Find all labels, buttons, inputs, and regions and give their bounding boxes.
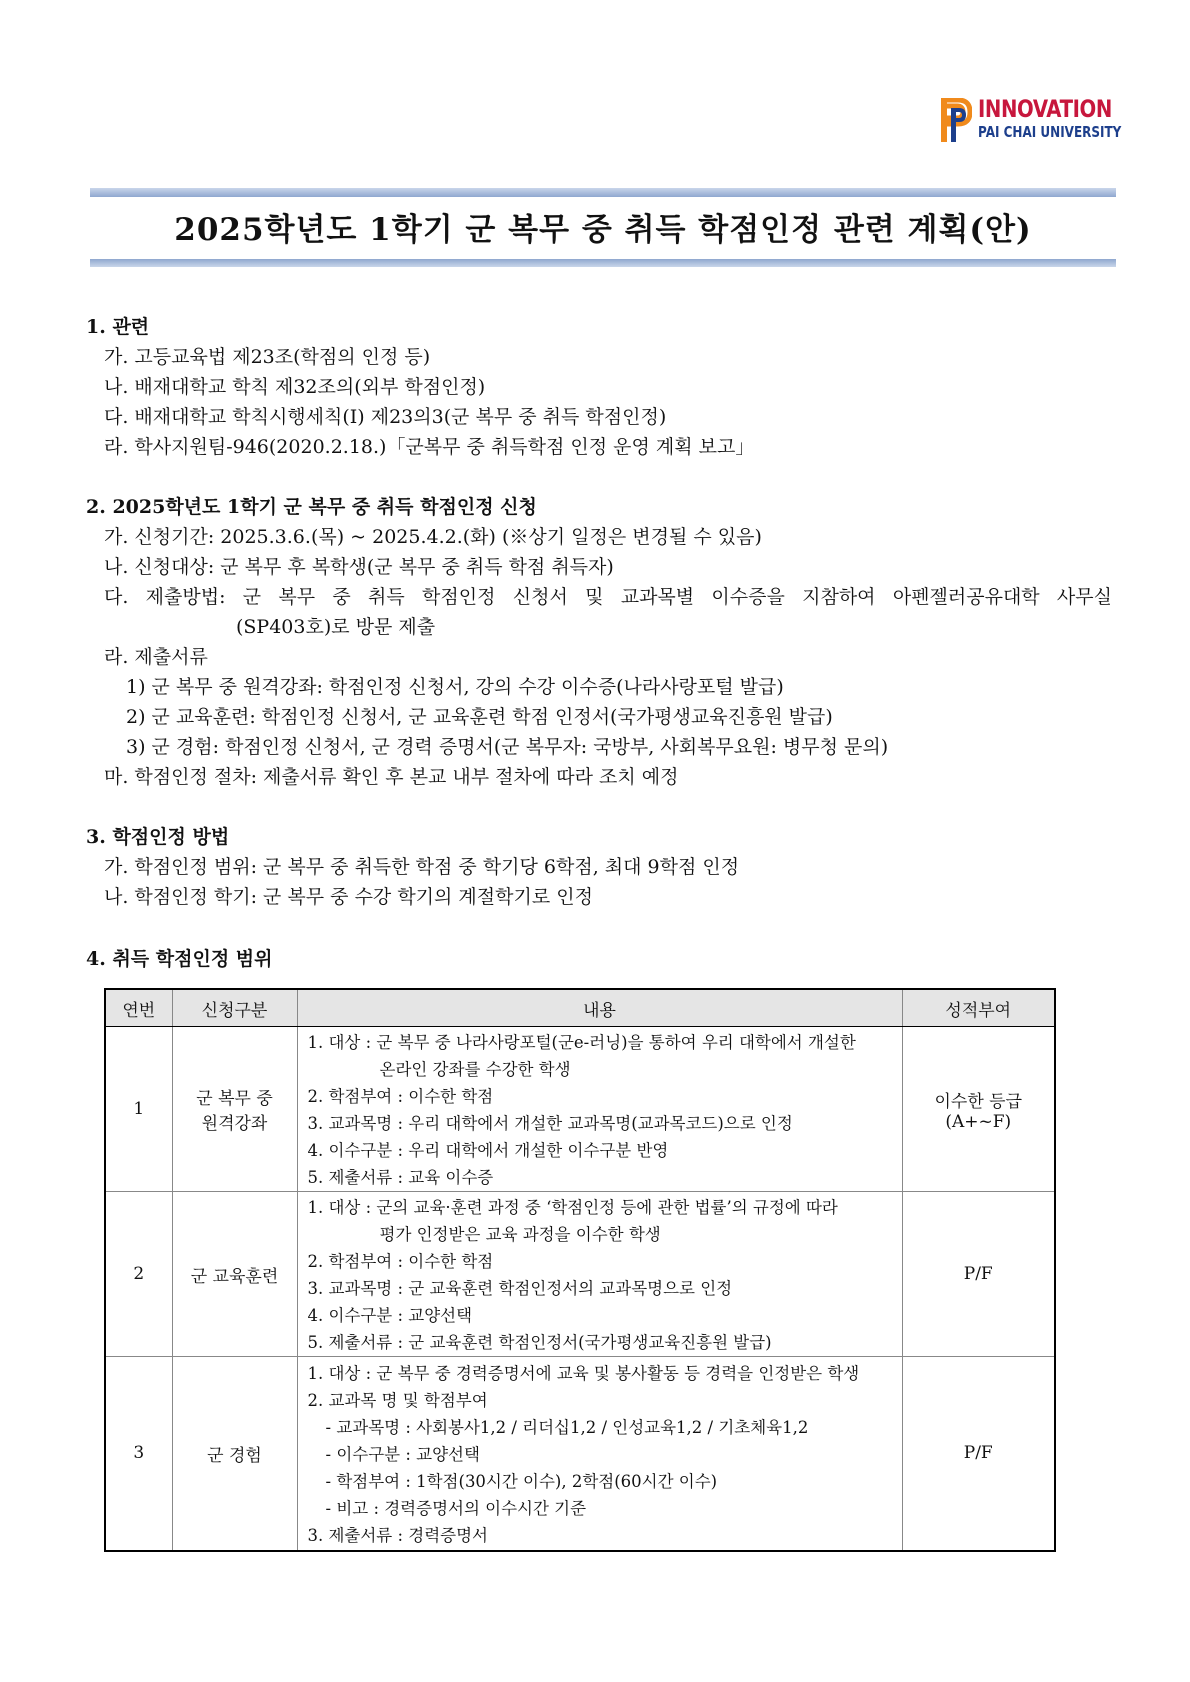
content-line: 3. 제출서류 : 경력증명서 (307, 1525, 488, 1545)
row-content (297, 1357, 902, 1551)
section-1-item: 나. 배재대학교 학칙 제32조의(외부 학점인정) (104, 376, 486, 398)
table-header-row (105, 989, 1055, 1027)
section-2-subitem: 2) 군 교육훈련: 학점인정 신청서, 군 교육훈련 학점 인정서(국가평생교육진흥원 발급) (126, 706, 833, 728)
content-line: 1. 대상 : 군 복무 중 경력증명서에 교육 및 봉사활동 등 경력을 인정받은 학생 (307, 1363, 860, 1383)
row-category (172, 1027, 297, 1192)
section-2-item: 가. 신청기간: 2025.3.6.(목) ~ 2025.4.2.(화) (※상기 일정은 변경될 수 있음) (104, 526, 762, 548)
row-no: 2 (105, 1192, 172, 1357)
header-no: 연번 (105, 989, 172, 1027)
row-category (172, 1192, 297, 1357)
grade-line: P/F (963, 1443, 993, 1464)
section-1-heading: 1. 관련 (86, 316, 150, 338)
table-row (105, 1357, 1055, 1551)
row-content (297, 1192, 902, 1357)
title-top-band (90, 188, 1116, 197)
content-line: 3. 교과목명 : 우리 대학에서 개설한 교과목명(교과목코드)으로 인정 (307, 1114, 793, 1133)
content-line: 4. 이수구분 : 교양선택 (307, 1306, 473, 1325)
logo-innovation-text: INNOVATION (978, 95, 1112, 123)
content-line: 3. 교과목명 : 군 교육훈련 학점인정서의 교과목명으로 인정 (307, 1279, 733, 1298)
section-2-heading: 2. 2025학년도 1학기 군 복무 중 취득 학점인정 신청 (86, 496, 537, 518)
grade-line: 이수한 등급 (934, 1091, 1022, 1112)
section-1-item: 다. 배재대학교 학칙시행세칙(I) 제23의3(군 복무 중 취득 학점인정) (104, 406, 667, 428)
category-line: 원격강좌 (201, 1114, 268, 1134)
content-line: - 비고 : 경력증명서의 이수시간 기준 (325, 1498, 587, 1518)
content-line: 5. 제출서류 : 군 교육훈련 학점인정서(국가평생교육진흥원 발급) (307, 1333, 772, 1352)
row-grade (902, 1192, 1055, 1357)
section-3-item: 나. 학점인정 학기: 군 복무 중 수강 학기의 계절학기로 인정 (104, 886, 593, 908)
row-content (297, 1027, 902, 1192)
section-2-item: 마. 학점인정 절차: 제출서류 확인 후 본교 내부 절차에 따라 조치 예정 (104, 766, 679, 788)
section-4-heading: 4. 취득 학점인정 범위 (86, 948, 273, 970)
row-grade (902, 1357, 1055, 1551)
grade-line: P/F (963, 1264, 993, 1284)
row-category (172, 1357, 297, 1551)
content-line: 2. 학점부여 : 이수한 학점 (307, 1087, 494, 1106)
category-line: 군 교육훈련 (190, 1266, 279, 1287)
content-line: - 이수구분 : 교양선택 (325, 1444, 480, 1464)
content-line: 1. 대상 : 군 복무 중 나라사랑포털(군e-러닝)을 통하여 우리 대학에서 개설한 (307, 1033, 856, 1052)
row-no: 3 (105, 1357, 172, 1551)
content-line: 5. 제출서류 : 교육 이수증 (307, 1168, 494, 1187)
section-2-item: 라. 제출서류 (104, 646, 208, 668)
content-line: - 학점부여 : 1학점(30시간 이수), 2학점(60시간 이수) (325, 1471, 718, 1491)
page-title: 2025학년도 1학기 군 복무 중 취득 학점인정 관련 계획(안) (174, 212, 1032, 248)
table-row (105, 1192, 1055, 1357)
section-2-subitem: 3) 군 경험: 학점인정 신청서, 군 경력 증명서(군 복무자: 국방부, 사회복무요원: 병무청 문의) (126, 736, 889, 758)
header-category: 신청구분 (172, 989, 297, 1027)
category-line: 군 복무 중 (196, 1089, 273, 1109)
content-line: 2. 교과목 명 및 학점부여 (307, 1390, 488, 1410)
section-1-item: 라. 학사지원팀-946(2020.2.18.)「군복무 중 취득학점 인정 운영 계획 보고」 (104, 436, 755, 458)
section-2-subitem: 1) 군 복무 중 원격강좌: 학점인정 신청서, 강의 수강 이수증(나라사랑포털 발급) (126, 676, 784, 698)
grade-line: (A+~F) (945, 1111, 1012, 1132)
logo-university-text: PAI CHAI UNIVERSITY (978, 123, 1122, 141)
content-line: - 교과목명 : 사회봉사1,2 / 리더십1,2 / 인성교육1,2 / 기초체육1,2 (325, 1417, 809, 1437)
content-line: 1. 대상 : 군의 교육·훈련 과정 중 ‘학점인정 등에 관한 법률’의 규정에 따라 (307, 1198, 838, 1217)
section-1-item: 가. 고등교육법 제23조(학점의 인정 등) (104, 346, 431, 368)
pai-chai-logo-icon (940, 98, 972, 144)
table-row (105, 1027, 1055, 1192)
title-bottom-band (90, 259, 1116, 267)
content-line: 온라인 강좌를 수강한 학생 (379, 1060, 571, 1079)
section-2-item: 다. 제출방법: 군 복무 중 취득 학점인정 신청서 및 교과목별 이수증을 지참하여 아펜젤러공유대학 사무실 (104, 586, 1112, 608)
content-line: 4. 이수구분 : 우리 대학에서 개설한 이수구분 반영 (307, 1141, 669, 1160)
row-no: 1 (105, 1027, 172, 1192)
header-content: 내용 (297, 989, 902, 1027)
section-2-item-continued: (SP403호)로 방문 제출 (236, 616, 436, 638)
section-2-item: 나. 신청대상: 군 복무 후 복학생(군 복무 중 취득 학점 취득자) (104, 556, 614, 578)
credit-recognition-table (104, 988, 1056, 1552)
university-logo (940, 95, 1122, 146)
category-line: 군 경험 (207, 1445, 262, 1466)
content-line: 평가 인정받은 교육 과정을 이수한 학생 (379, 1225, 661, 1244)
section-3-heading: 3. 학점인정 방법 (86, 826, 230, 848)
content-line: 2. 학점부여 : 이수한 학점 (307, 1252, 494, 1271)
section-3-item: 가. 학점인정 범위: 군 복무 중 취득한 학점 중 학기당 6학점, 최대 9학점 인정 (104, 856, 740, 878)
row-grade (902, 1027, 1055, 1192)
header-grade: 성적부여 (902, 989, 1055, 1027)
